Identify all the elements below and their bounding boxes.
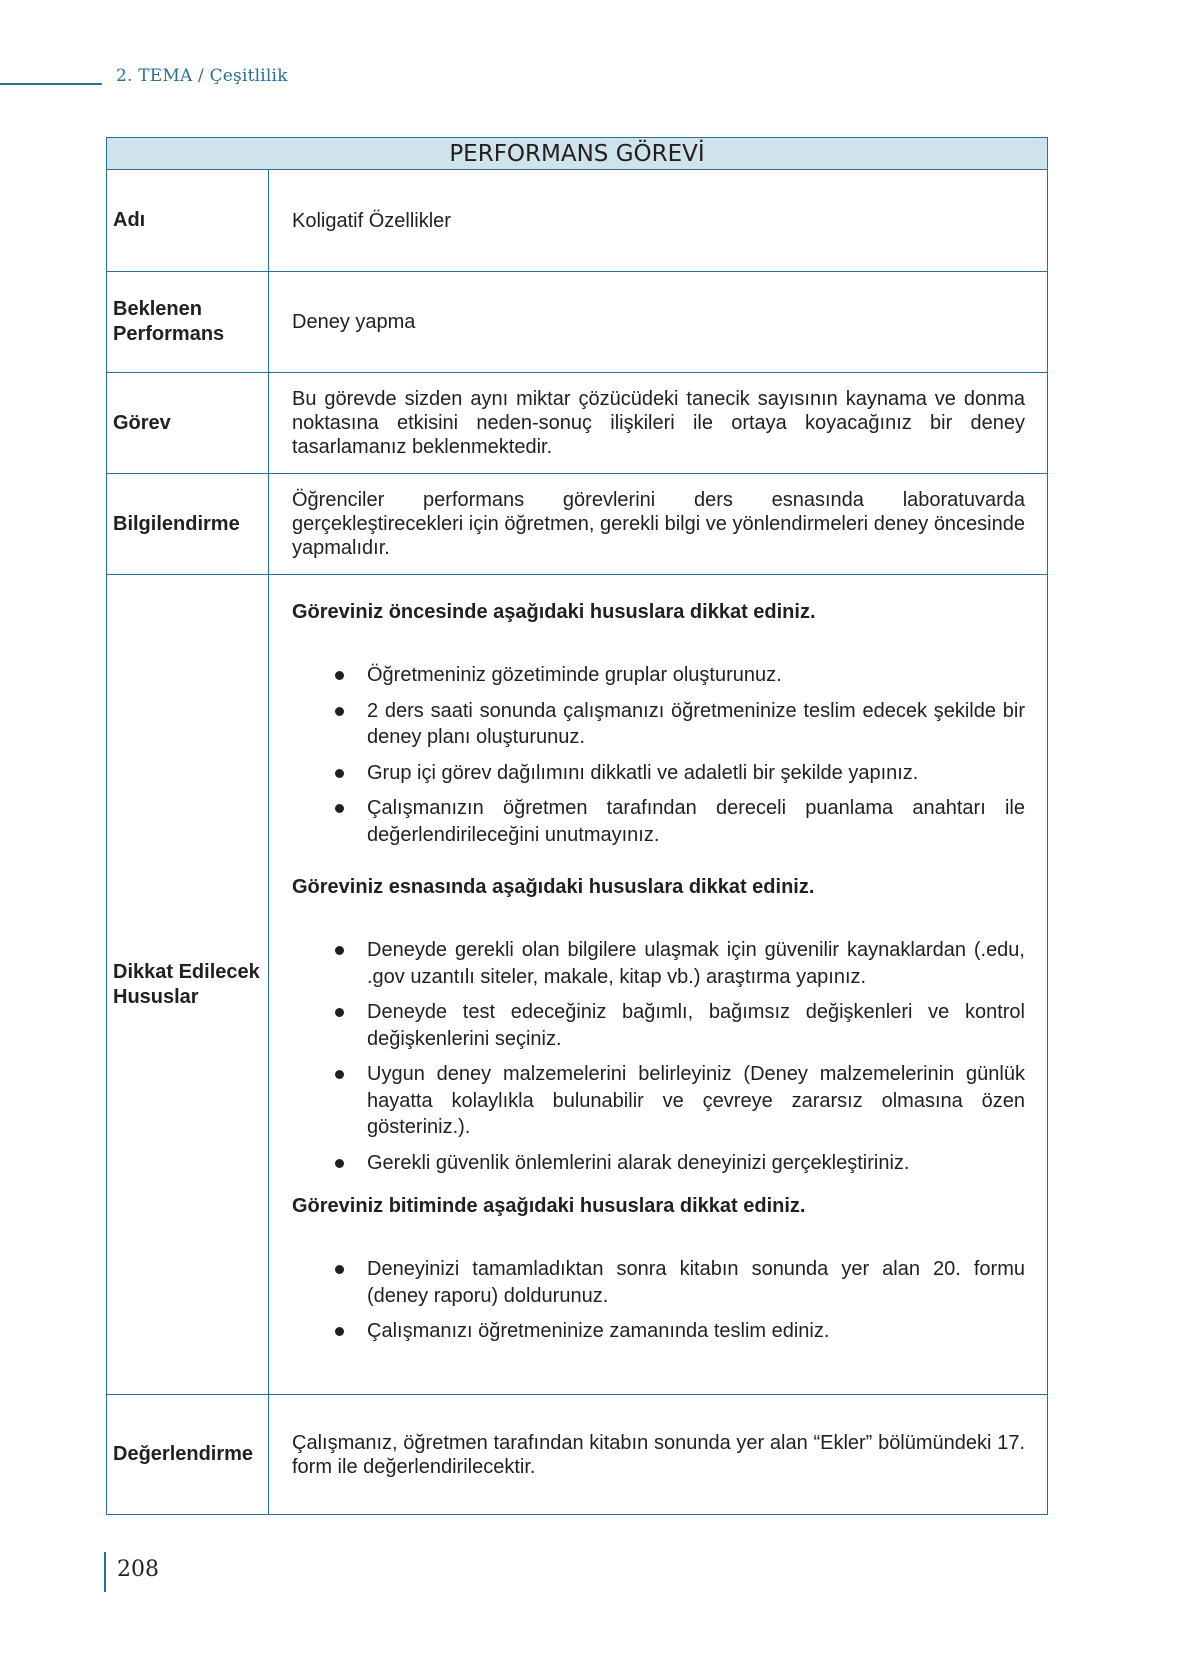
row-label: Görev xyxy=(107,373,269,474)
row-value: Çalışmanız, öğretmen tarafından kitabın sonunda yer alan “Ekler” bölümündeki 17. form ile değerlendirilecektir. xyxy=(269,1395,1048,1515)
row-beklenen-performans xyxy=(107,272,1048,373)
after-list xyxy=(292,1256,1025,1345)
row-degerlendirme xyxy=(107,1395,1048,1515)
row-dikkat-edilecek-hususlar xyxy=(107,575,1048,1395)
running-header: 2. TEMA / Çeşitlilik xyxy=(116,66,288,86)
list-item: Uygun deney malzemelerini belirleyiniz (Deney malzemelerinin günlük hayatta kolaylıkla bulunabilir ve çevreye zararsız olmasına özen gösteriniz.). xyxy=(292,1061,1025,1141)
before-heading: Göreviniz öncesinde aşağıdaki hususlara dikkat ediniz. xyxy=(292,601,816,623)
list-item: Çalışmanızın öğretmen tarafından dereceli puanlama anahtarı ile değerlendirileceğini unutmayınız. xyxy=(292,795,1025,848)
list-item: 2 ders saati sonunda çalışmanızı öğretmeninize teslim edecek şekilde bir deney planı oluşturunuz. xyxy=(292,698,1025,751)
row-label: Dikkat Edilecek Hususlar xyxy=(107,575,269,1395)
list-item: Çalışmanızı öğretmeninize zamanında teslim ediniz. xyxy=(292,1318,1025,1345)
row-label: Değerlendirme xyxy=(107,1395,269,1515)
page-number: 208 xyxy=(117,1557,159,1582)
row-label: Bilgilendirme xyxy=(107,474,269,575)
list-item: Grup içi görev dağılımını dikkatli ve adaletli bir şekilde yapınız. xyxy=(292,760,1025,787)
list-item: Deneyinizi tamamladıktan sonra kitabın sonunda yer alan 20. formu (deney raporu) doldurunuz. xyxy=(292,1256,1025,1309)
row-value: Deney yapma xyxy=(269,272,1048,373)
row-bilgilendirme xyxy=(107,474,1048,575)
after-heading: Göreviniz bitiminde aşağıdaki hususlara dikkat ediniz. xyxy=(292,1195,806,1217)
list-item: Deneyde test edeceğiniz bağımlı, bağımsız değişkenleri ve kontrol değişkenlerini seçiniz. xyxy=(292,999,1025,1052)
performance-task-table xyxy=(106,137,1048,1515)
during-heading: Göreviniz esnasında aşağıdaki hususlara dikkat ediniz. xyxy=(292,876,815,898)
footer-rule xyxy=(104,1552,106,1592)
row-value: Koligatif Özellikler xyxy=(269,170,1048,272)
row-adi xyxy=(107,170,1048,272)
table-title: PERFORMANS GÖREVİ xyxy=(107,138,1048,170)
row-label: Adı xyxy=(107,170,269,272)
row-value xyxy=(269,575,1048,1395)
row-gorev xyxy=(107,373,1048,474)
list-item: Öğretmeniniz gözetiminde gruplar oluşturunuz. xyxy=(292,662,1025,689)
list-item: Deneyde gerekli olan bilgilere ulaşmak için güvenilir kaynaklardan (.edu, .gov uzantılı siteler, makale, kitap vb.) araştırma yapınız. xyxy=(292,937,1025,990)
row-value: Öğrenciler performans görevlerini ders esnasında laboratuvarda gerçekleştirecekleri için öğretmen, gerekli bilgi ve yönlendirmeleri deney öncesinde yapmalıdır. xyxy=(269,474,1048,575)
row-value: Bu görevde sizden aynı miktar çözücüdeki tanecik sayısının kaynama ve donma noktasına etkisini neden-sonuç ilişkileri ile ortaya koyacağınız bir deney tasarlamanız beklenmektedir. xyxy=(269,373,1048,474)
during-list xyxy=(292,937,1025,1176)
row-label: Beklenen Performans xyxy=(107,272,269,373)
header-rule xyxy=(0,83,102,85)
list-item: Gerekli güvenlik önlemlerini alarak deneyinizi gerçekleştiriniz. xyxy=(292,1150,1025,1177)
before-list xyxy=(292,662,1025,848)
